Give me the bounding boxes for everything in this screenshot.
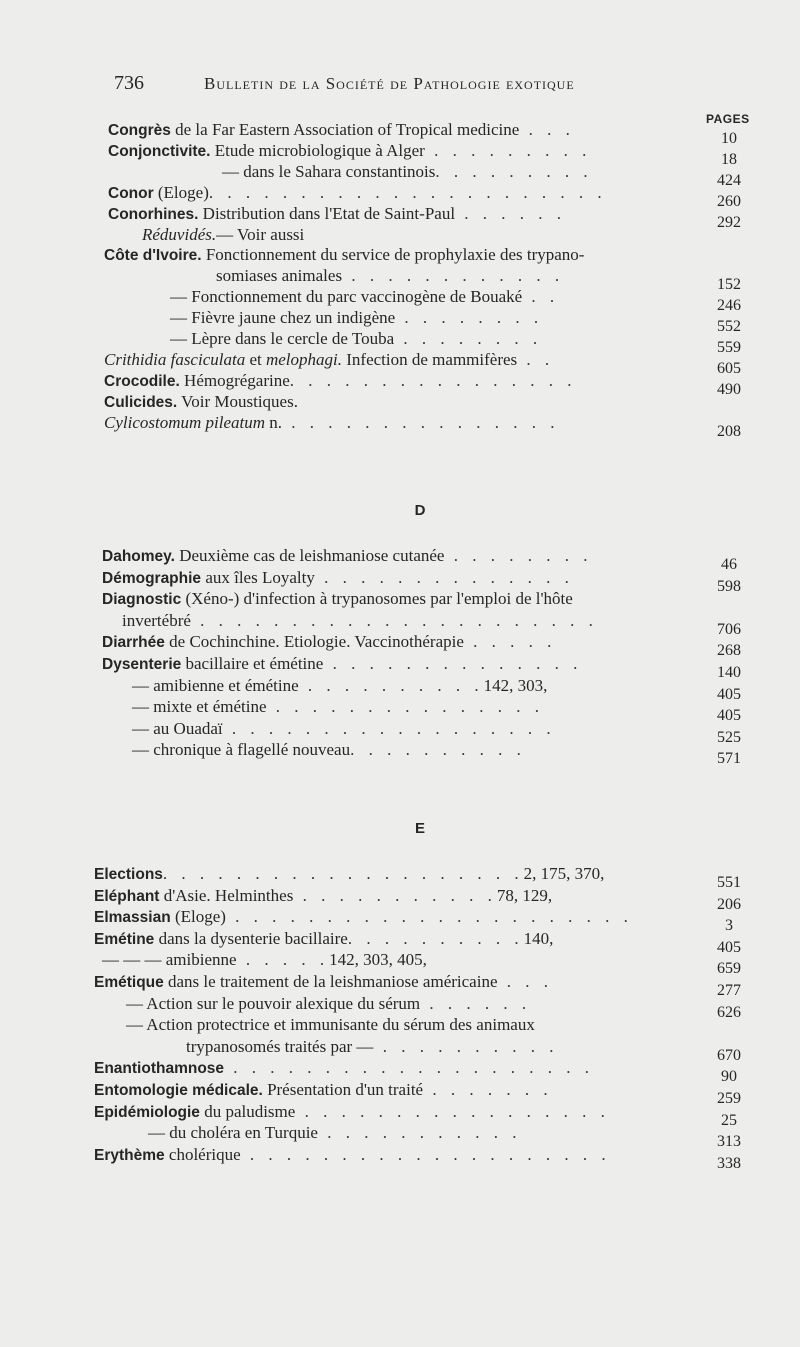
- running-title: Bulletin de la Société de Pathologie exotique: [204, 74, 575, 93]
- entry-heading: Culicides.: [104, 393, 178, 411]
- page-reference: 268: [717, 642, 741, 660]
- index-entry: [216, 266, 564, 288]
- leader-dots: . . . . . . . . . .: [298, 675, 484, 695]
- index-entry: [170, 329, 542, 351]
- page-reference: 246: [717, 297, 741, 315]
- leader-dots: . . .: [519, 120, 575, 139]
- index-entry: [94, 1080, 553, 1102]
- leader-dots: . . . . . .: [420, 993, 532, 1013]
- page-reference: 424: [717, 171, 741, 189]
- entry-text: Présentation d'un traité: [262, 1080, 424, 1099]
- leader-dots: . . . . . . . . . . . . . . . .: [289, 370, 577, 390]
- index-entry: [108, 204, 566, 226]
- page-reference: 706: [717, 620, 741, 638]
- index-entry: [126, 1015, 535, 1037]
- entry-text: Infection de mammifères: [342, 349, 518, 369]
- index-entry: [104, 245, 584, 267]
- entry-text: — Voir aussi: [216, 224, 305, 244]
- entry-text: dans le traitement de la leishmaniose américaine: [163, 972, 498, 991]
- entry-heading: Emétine: [94, 930, 155, 948]
- index-entry: [94, 907, 633, 929]
- leader-dots: . . .: [497, 972, 553, 991]
- entry-text: — — — amibienne: [102, 950, 237, 970]
- index-entry: [108, 141, 591, 163]
- page-reference: 260: [717, 192, 741, 210]
- entry-text: bacillaire et émétine: [181, 654, 324, 673]
- index-entry: [126, 994, 531, 1016]
- entry-text: — Lèpre dans le cercle de Touba: [170, 329, 395, 348]
- index-entry: [170, 308, 543, 330]
- entry-heading: Démographie: [102, 569, 202, 587]
- index-entry: [94, 929, 553, 951]
- index-entry: [94, 864, 604, 886]
- leader-dots: . . . . .: [463, 632, 557, 652]
- entry-extra-pages: 142, 303, 405,: [329, 950, 427, 970]
- entry-heading: Conorhines.: [108, 205, 199, 223]
- index-entry: [102, 950, 427, 972]
- index-entry: [122, 611, 598, 633]
- page-reference: 277: [717, 982, 741, 999]
- entry-heading: Elections: [94, 866, 163, 883]
- page-reference: 659: [717, 960, 741, 978]
- leader-dots: . . . . . . . . . . . . . . . . . .: [222, 718, 556, 738]
- entry-text: somiases animales: [216, 266, 343, 286]
- index-entry: [94, 1145, 611, 1167]
- entry-text: — au Ouadaï: [132, 718, 223, 738]
- page-reference: 292: [717, 213, 741, 231]
- entry-text: du paludisme: [199, 1101, 296, 1121]
- leader-dots: . .: [522, 287, 560, 307]
- entry-italic-term: Réduvidés.: [142, 224, 217, 244]
- entry-text: — Action sur le pouvoir alexique du sérum: [126, 993, 421, 1013]
- entry-text: — dans le Sahara constantinois: [222, 161, 436, 181]
- leader-dots: . . . . . . . . . . . . . . .: [266, 697, 545, 717]
- entry-text: invertébré: [122, 610, 191, 630]
- index-entry: [108, 120, 575, 142]
- leader-dots: . . . . . . . . .: [435, 161, 593, 181]
- page-reference: 25: [721, 1111, 737, 1129]
- entry-italic-term: melophagi.: [265, 349, 343, 369]
- entry-text: — Fièvre jaune chez un indigène: [170, 308, 396, 328]
- entry-text: Etude microbiologique à Alger: [210, 140, 425, 160]
- index-entry: [94, 972, 553, 994]
- page-reference: 10: [721, 130, 737, 147]
- page-reference: 571: [717, 750, 741, 768]
- leader-dots: . . . . . . . . . . . . . . . . .: [295, 1101, 610, 1121]
- leader-dots: . .: [517, 349, 555, 369]
- entry-text: Distribution dans l'Etat de Saint-Paul: [198, 203, 456, 223]
- entry-text: Voir Moustiques.: [177, 391, 298, 411]
- leader-dots: . . . . . . . . . .: [347, 928, 524, 948]
- index-entry: [132, 697, 544, 719]
- page-reference: 405: [717, 685, 741, 703]
- page-header: [114, 72, 674, 102]
- leader-dots: . . . . . . . .: [395, 308, 544, 328]
- leader-dots: . . . . . . . . . .: [373, 1036, 559, 1056]
- entry-text: — mixte et émétine: [132, 697, 267, 717]
- page-reference: 626: [717, 1003, 741, 1021]
- entry-heading: Dysenterie: [102, 656, 182, 673]
- entry-extra-pages: 140,: [523, 928, 554, 948]
- page-reference: 259: [717, 1090, 741, 1107]
- entry-extra-pages: 142, 303,: [483, 675, 548, 695]
- leader-dots: . . . . . . . . . . . .: [342, 266, 565, 286]
- section-letter-e: E: [414, 820, 425, 837]
- entry-heading: Congrès: [108, 122, 171, 139]
- entry-heading: Diarrhée: [102, 634, 165, 652]
- entry-text: de la Far Eastern Association of Tropical medicine: [170, 120, 520, 139]
- index-entry: [102, 589, 573, 611]
- page-reference: 551: [717, 874, 741, 891]
- index-entry: [132, 719, 556, 741]
- entry-text: de Cochinchine. Etiologie. Vaccinothérapie: [164, 632, 464, 652]
- index-entry: [102, 546, 592, 568]
- index-entry: [102, 568, 574, 590]
- leader-dots: . . . . . . . . . . . . . . . . . . . . . .: [190, 610, 598, 630]
- entry-heading: Elmassian: [94, 909, 171, 927]
- entry-heading: Côte d'Ivoire.: [104, 247, 202, 265]
- leader-dots: . . . . . . . . . . . . . . . . . . . .: [162, 864, 524, 883]
- entry-heading: Erythème: [94, 1146, 165, 1164]
- leader-dots: . . . . . . . . . . .: [317, 1123, 522, 1143]
- index-entry: [132, 740, 526, 762]
- index-entry: [108, 183, 607, 205]
- index-entry: [94, 886, 552, 908]
- entry-extra-pages: 78, 129,: [496, 885, 553, 905]
- leader-dots: . . . . . . . .: [394, 329, 543, 348]
- entry-heading: Conor: [108, 184, 154, 202]
- page-reference: 598: [717, 577, 741, 595]
- leader-dots: . . . . . . . . . . . . . . . . . . . . . .: [225, 907, 633, 927]
- entry-text: — amibienne et émétine: [132, 675, 299, 695]
- index-entry: [222, 162, 593, 184]
- index-entry: [148, 1123, 521, 1145]
- leader-dots: . . . . . .: [455, 203, 567, 223]
- entry-heading: Dahomey.: [102, 548, 175, 565]
- index-entry: [104, 371, 577, 393]
- entry-heading: Epidémiologie: [94, 1103, 200, 1121]
- entry-italic-term: Cylicostomum pileatum: [104, 412, 266, 432]
- entry-text: — chronique à flagellé nouveau: [132, 740, 351, 760]
- leader-dots: . . . . . . . . . . . . . . .: [282, 412, 560, 432]
- entry-text: aux îles Loyalty: [201, 567, 315, 587]
- index-entry: [94, 1102, 610, 1124]
- index-entry: [104, 350, 554, 372]
- entry-text: Fonctionnement du service de prophylaxie des trypano-: [201, 245, 585, 265]
- entry-heading: Entomologie médicale.: [94, 1082, 263, 1099]
- page-reference: 490: [717, 380, 741, 398]
- page-reference: 18: [721, 150, 737, 168]
- page-reference: 152: [717, 276, 741, 294]
- page-reference: 313: [717, 1133, 741, 1151]
- page-reference: 46: [721, 556, 737, 573]
- entry-heading: Eléphant: [94, 887, 160, 905]
- index-entry: [142, 225, 304, 247]
- entry-heading: Conjonctivite.: [108, 142, 211, 160]
- page-reference: 90: [721, 1068, 737, 1086]
- entry-text: et: [245, 349, 266, 369]
- index-entry: [170, 287, 559, 309]
- entry-text: dans la dysenterie bacillaire: [154, 928, 348, 948]
- page-reference: 525: [717, 728, 741, 746]
- index-entry: [102, 632, 556, 654]
- leader-dots: . . . . . . . . .: [424, 140, 592, 160]
- leader-dots: . . . . . . . . . . . . . .: [314, 567, 574, 587]
- page-reference: 405: [717, 707, 741, 725]
- index-entry: [94, 1058, 594, 1080]
- section-letter-d: D: [414, 502, 426, 519]
- entry-text: Deuxième cas de leishmaniose cutanée: [174, 546, 445, 565]
- index-entry: [102, 654, 582, 676]
- entry-text: Hémogrégarine: [179, 370, 290, 390]
- entry-extra-pages: 2, 175, 370,: [523, 864, 605, 883]
- page-reference: 206: [717, 895, 741, 913]
- leader-dots: . . . . .: [236, 950, 330, 970]
- entry-italic-term: Crithidia fasciculata: [104, 349, 246, 369]
- entry-text: — Action protectrice et immunisante du sérum des animaux: [126, 1015, 535, 1035]
- entry-heading: Crocodile.: [104, 372, 180, 390]
- page-reference: 3: [725, 917, 733, 935]
- entry-text: (Xéno-) d'infection à trypanosomes par l'emploi de l'hôte: [181, 589, 573, 609]
- index-entry: [186, 1037, 558, 1059]
- page-number: 736: [114, 72, 144, 94]
- index-entry: [132, 676, 547, 698]
- leader-dots: . . . . . . . . . . . . . . . . . . . .: [224, 1058, 595, 1078]
- pages-column-label: PAGES: [706, 112, 750, 126]
- page-reference: 405: [717, 938, 741, 956]
- leader-dots: . . . . . . . .: [444, 546, 593, 565]
- index-entry: [104, 413, 560, 435]
- entry-text: d'Asie. Helminthes: [159, 885, 294, 905]
- leader-dots: . . . . . . . . . . . . . . . . . . . . . .: [208, 182, 607, 202]
- page-reference: 559: [717, 339, 741, 356]
- page-reference: 338: [717, 1154, 741, 1172]
- leader-dots: . . . . . . . . . . . . . . . . . . . .: [240, 1144, 611, 1164]
- entry-text: cholérique: [164, 1144, 241, 1164]
- entry-text: (Eloge): [153, 182, 209, 202]
- entry-text: n.: [265, 412, 283, 432]
- page-reference: 670: [717, 1046, 741, 1064]
- entry-text: — Fonctionnement du parc vaccinogène de Bouaké: [170, 287, 523, 307]
- entry-heading: Diagnostic: [102, 591, 182, 609]
- entry-text: (Eloge): [170, 907, 226, 927]
- entry-heading: Enantiothamnose: [94, 1060, 225, 1078]
- leader-dots: . . . . . . .: [423, 1080, 553, 1099]
- page-reference: 208: [717, 422, 741, 440]
- index-entry: [104, 392, 298, 414]
- entry-text: trypanosomés traités par —: [186, 1036, 374, 1056]
- page-reference: 552: [717, 318, 741, 336]
- entry-heading: Emétique: [94, 974, 164, 991]
- page-reference: 140: [717, 664, 741, 681]
- leader-dots: . . . . . . . . . . .: [293, 885, 497, 905]
- leader-dots: . . . . . . . . . . . . . .: [323, 654, 583, 673]
- leader-dots: . . . . . . . . . .: [350, 740, 526, 760]
- page-reference: 605: [717, 359, 741, 377]
- entry-text: — du choléra en Turquie: [148, 1123, 318, 1143]
